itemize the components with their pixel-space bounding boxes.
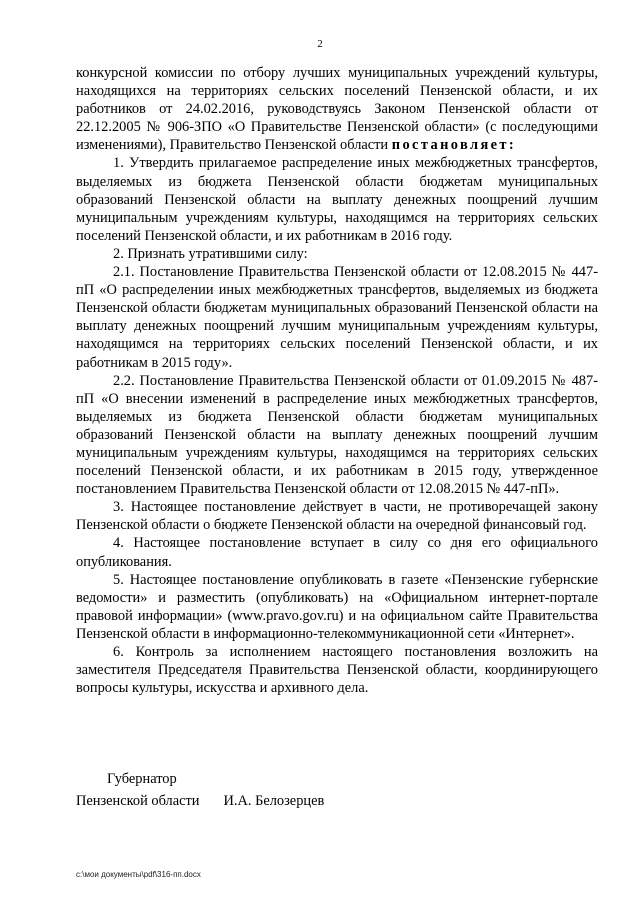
paragraph-1: 1. Утвердить прилагаемое распределение иных межбюджетных трансфертов, выделяемых из бюджета Пензенской области бюджетам муниципальных образований Пензенской области на выплату денежных поощрений лучшим муниципальным учреждениям культуры, находящимся на территориях сельских поселений Пензенской области, и их работникам в 2016 году. (76, 155, 598, 244)
paragraph-4: 4. Настоящее постановление вступает в силу со дня его официального опубликования. (76, 535, 598, 570)
paragraph-3: 3. Настоящее постановление действует в части, не противоречащей закону Пензенской области о бюджете Пензенской области на очередной финансовый год. (76, 499, 598, 534)
document-body (76, 64, 598, 697)
signature-row (76, 790, 576, 812)
paragraph-6: 6. Контроль за исполнением настоящего постановления возложить на заместителя Председателя Правительства Пензенской области, координирующего вопросы культуры, искусства и архивного дела. (76, 644, 598, 697)
signature-block (76, 768, 576, 812)
signature-region: Пензенской области (76, 793, 200, 809)
page-number: 2 (317, 38, 323, 50)
paragraph-2-1: 2.1. Постановление Правительства Пензенской области от 12.08.2015 № 447-пП «О распределении иных межбюджетных трансфертов, выделяемых из бюджета Пензенской области бюджетам муниципальных образований Пензенской области на выплату денежных поощрений лучшим муниципальным учреждениям культуры, находящимся на территориях сельских поселений Пензенской области, и их работникам в 2015 году». (76, 264, 598, 371)
paragraph-2-2: 2.2. Постановление Правительства Пензенской области от 01.09.2015 № 487-пП «О внесении изменений в распределение иных межбюджетных трансфертов, выделяемых из бюджета Пензенской области бюджетам муниципальных образований Пензенской области на выплату денежных поощрений лучшим муниципальным учреждениям культуры, находящимся на территориях сельских поселений Пензенской области, и их работникам в 2015 году, утвержденное постановлением Правительства Пензенской области от 12.08.2015 № 447-пП». (76, 372, 598, 498)
paragraph-2: 2. Признать утратившими силу: (113, 245, 308, 262)
decree-word: постановляет: (391, 137, 517, 154)
file-path: c:\мои документы\pdf\316-пп.docx (76, 870, 201, 879)
signature-name: И.А. Белозерцев (223, 793, 325, 809)
signature-title: Губернатор (107, 771, 177, 787)
paragraph-5: 5. Настоящее постановление опубликовать в газете «Пензенские губернские ведомости» и разместить (опубликовать) на «Официальном интернет-портале правовой информации» (www.pravo.gov.ru) и на официальном сайте Правительства Пензенской области в информационно-телекоммуникационной сети «Интернет». (76, 571, 598, 642)
intro-text: конкурсной комиссии по отбору лучших муниципальных учреждений культуры, находящихся на территориях сельских поселений Пензенской области, и их работников от 24.02.2016, руководствуясь Законом Пензенской области от 22.12.2005 № 906-ЗПО «О Правительстве Пензенской области» (с последующими изменениями), Правительство Пензенской области (76, 65, 598, 154)
intro-paragraph (76, 64, 598, 154)
